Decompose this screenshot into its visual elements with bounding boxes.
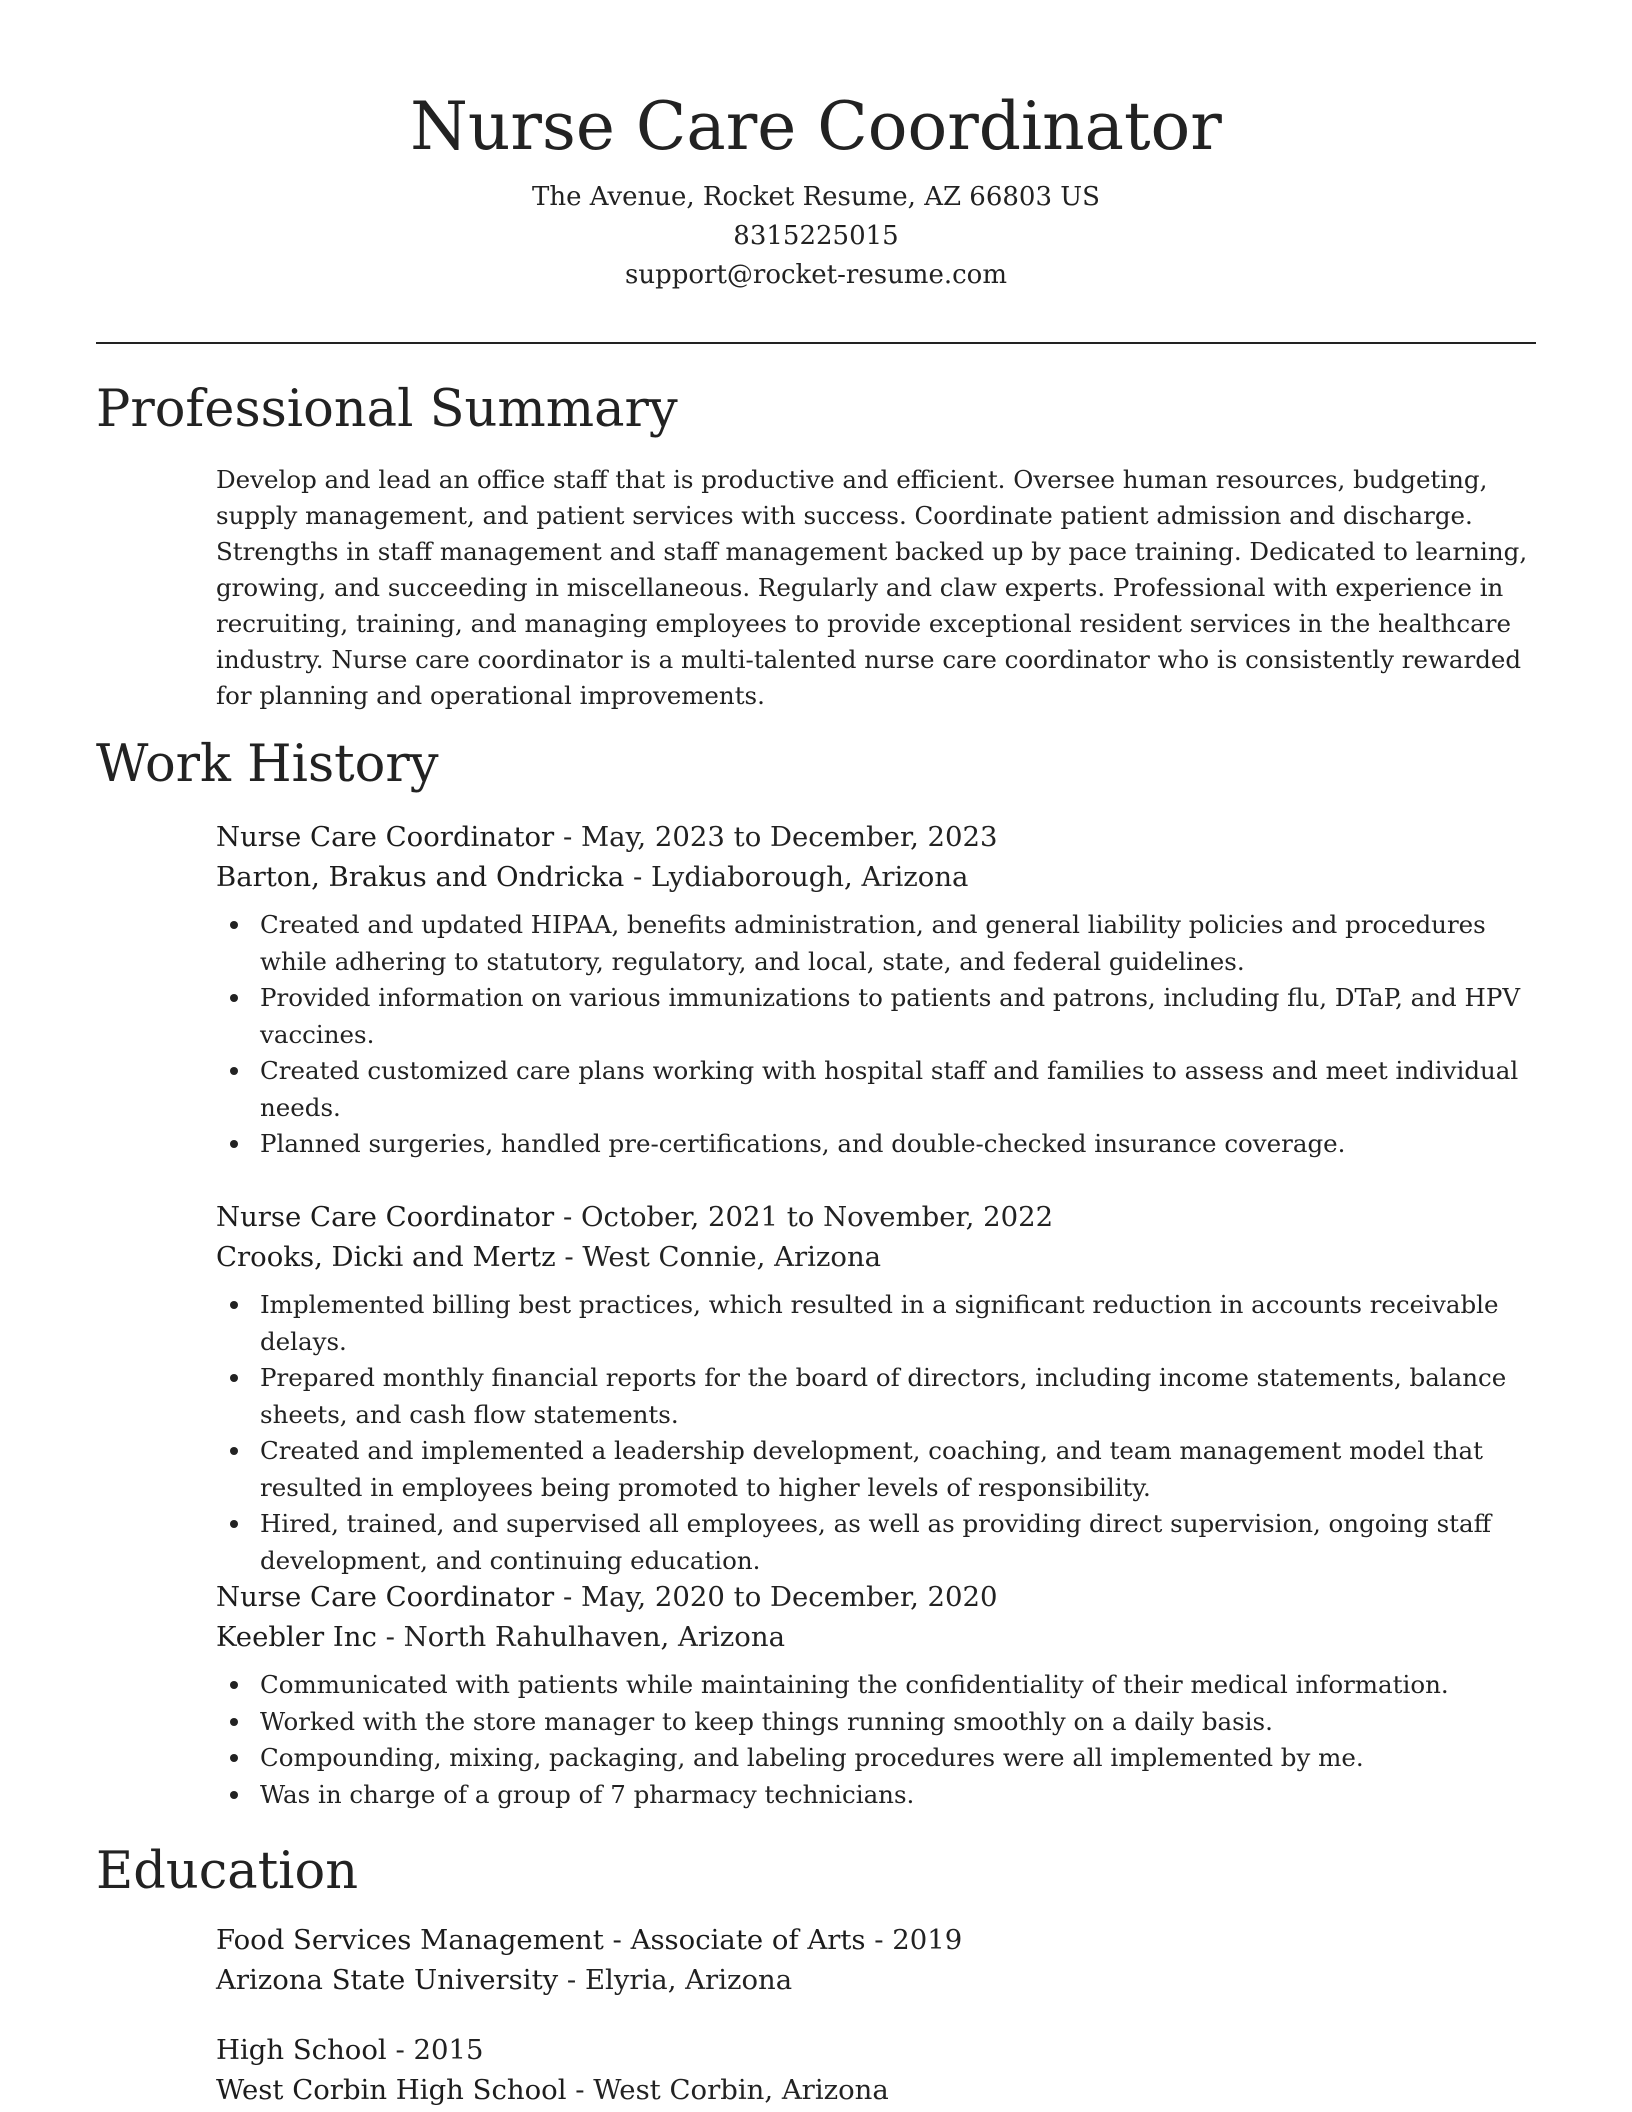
list-item: Implemented billing best practices, which resulted in a significant reduction in accounts receivable delays. bbox=[216, 1287, 1546, 1360]
job-dates: - May, 2023 to December, 2023 bbox=[554, 821, 998, 853]
job-company-line bbox=[216, 1617, 1546, 1657]
job-bullets bbox=[216, 1287, 1546, 1579]
job-role: Nurse Care Coordinator bbox=[216, 1201, 555, 1233]
header-divider bbox=[96, 342, 1536, 344]
contact-address: The Avenue, Rocket Resume, AZ 66803 US bbox=[531, 182, 1100, 212]
education-program-line bbox=[216, 2030, 1546, 2070]
education-location: - West Corbin, Arizona bbox=[566, 2074, 889, 2106]
list-item: Hired, trained, and supervised all employees, as well as providing direct supervision, ongoing staff development, and continuing education. bbox=[216, 1506, 1546, 1579]
bullet-dot-icon bbox=[230, 1681, 238, 1689]
work-history-heading: Work History bbox=[96, 735, 439, 794]
resume-header bbox=[0, 84, 1632, 295]
list-item: Prepared monthly financial reports for the board of directors, including income statements, balance sheets, and cash flow statements. bbox=[216, 1360, 1546, 1433]
education-school: West Corbin High School bbox=[216, 2074, 567, 2106]
list-item: Created and updated HIPAA, benefits administration, and general liability policies and procedures while adhering to statutory, regulatory, and local, state, and federal guidelines. bbox=[216, 907, 1546, 980]
job-company: Keebler Inc bbox=[216, 1621, 377, 1653]
education-year: - 2019 bbox=[865, 1924, 963, 1956]
job-company: Crooks, Dicki and Mertz bbox=[216, 1241, 556, 1273]
list-item: Created and implemented a leadership development, coaching, and team management model that resulted in employees being promoted to higher levels of responsibility. bbox=[216, 1433, 1546, 1506]
bullet-dot-icon bbox=[230, 1791, 238, 1799]
candidate-name: Nurse Care Coordinator bbox=[410, 88, 1222, 165]
bullet-dot-icon bbox=[230, 1301, 238, 1309]
bullet-dot-icon bbox=[230, 1374, 238, 1382]
bullet-dot-icon bbox=[230, 1447, 238, 1455]
job-dates: - October, 2021 to November, 2022 bbox=[554, 1201, 1054, 1233]
job-company: Barton, Brakus and Ondricka bbox=[216, 861, 625, 893]
bullet-dot-icon bbox=[230, 1140, 238, 1148]
education-entry bbox=[216, 2030, 1546, 2110]
summary-text: Develop and lead an office staff that is productive and efficient. Oversee human resources, budgeting, supply management, and patient services with success. Coordinate patient admission and discharge. Strengths in staff management and staff management backed up by pace training. Dedicated to learning, growing, and succeeding in miscellaneous. Regularly and claw experts. Professional with experience in recruiting, training, and managing employees to provide exceptional resident services in the healthcare industry. Nurse care coordinator is a multi-talented nurse care coordinator who is consistently rewarded for planning and operational improvements. bbox=[216, 465, 1528, 710]
bullet-dot-icon bbox=[230, 921, 238, 929]
education-year: - 2015 bbox=[386, 2034, 484, 2066]
bullet-dot-icon bbox=[230, 1067, 238, 1075]
bullet-dot-icon bbox=[230, 1718, 238, 1726]
list-item: Worked with the store manager to keep things running smoothly on a daily basis. bbox=[216, 1704, 1546, 1741]
job-role: Nurse Care Coordinator bbox=[216, 821, 555, 853]
job-company-line bbox=[216, 857, 1546, 897]
list-item: Compounding, mixing, packaging, and labeling procedures were all implemented by me. bbox=[216, 1740, 1546, 1777]
list-item: Created customized care plans working with hospital staff and families to assess and meet individual needs. bbox=[216, 1053, 1546, 1126]
list-item: Communicated with patients while maintaining the confidentiality of their medical information. bbox=[216, 1667, 1546, 1704]
job-bullets bbox=[216, 1667, 1546, 1813]
list-item: Planned surgeries, handled pre-certifications, and double-checked insurance coverage. bbox=[216, 1126, 1546, 1163]
list-item: Was in charge of a group of 7 pharmacy technicians. bbox=[216, 1777, 1546, 1814]
job-entry bbox=[216, 1197, 1546, 1579]
job-entry bbox=[216, 1577, 1546, 1813]
education-school-line bbox=[216, 1960, 1546, 2000]
education-program: Food Services Management - Associate of Arts bbox=[216, 1924, 866, 1956]
job-location: - North Rahulhaven, Arizona bbox=[376, 1621, 785, 1653]
education-school-line bbox=[216, 2070, 1546, 2110]
job-company-line bbox=[216, 1237, 1546, 1277]
job-entry bbox=[216, 817, 1546, 1163]
job-location: - West Connie, Arizona bbox=[555, 1241, 882, 1273]
job-title-line bbox=[216, 1577, 1546, 1617]
education-location: - Elyria, Arizona bbox=[558, 1964, 793, 1996]
job-role: Nurse Care Coordinator bbox=[216, 1581, 555, 1613]
summary-heading: Professional Summary bbox=[96, 380, 678, 439]
education-entry bbox=[216, 1920, 1546, 2000]
list-item: Provided information on various immunizations to patients and patrons, including flu, DTaP, and HPV vaccines. bbox=[216, 980, 1546, 1053]
education-heading: Education bbox=[96, 1842, 359, 1901]
job-dates: - May, 2020 to December, 2020 bbox=[554, 1581, 998, 1613]
bullet-dot-icon bbox=[230, 1520, 238, 1528]
education-school: Arizona State University bbox=[216, 1964, 559, 1996]
contact-phone: 8315225015 bbox=[733, 221, 899, 251]
job-title-line bbox=[216, 1197, 1546, 1237]
education-program: High School bbox=[216, 2034, 387, 2066]
bullet-dot-icon bbox=[230, 1754, 238, 1762]
bullet-dot-icon bbox=[230, 994, 238, 1002]
contact-email: support@rocket-resume.com bbox=[624, 260, 1007, 290]
education-program-line bbox=[216, 1920, 1546, 1960]
job-bullets bbox=[216, 907, 1546, 1163]
job-location: - Lydiaborough, Arizona bbox=[624, 861, 969, 893]
contact-info bbox=[0, 178, 1632, 295]
job-title-line bbox=[216, 817, 1546, 857]
